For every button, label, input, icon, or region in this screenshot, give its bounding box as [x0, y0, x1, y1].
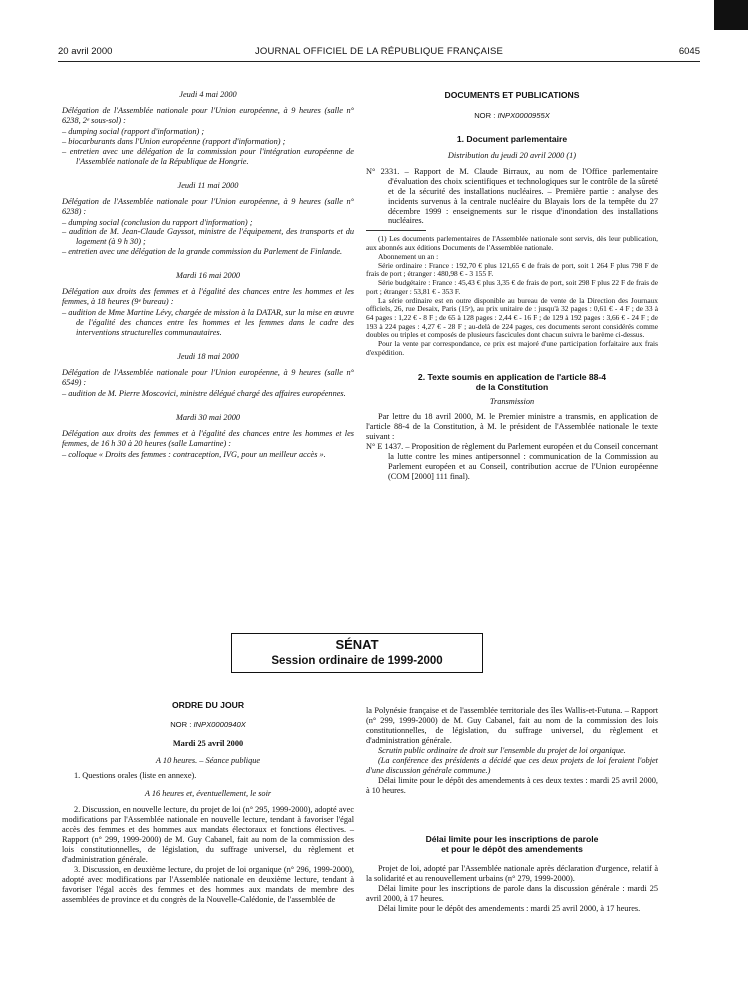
agenda-item: – entretien avec une délégation de la grande commission du Parlement de Finlande.	[62, 247, 343, 257]
agenda-point: 2. Discussion, en nouvelle lecture, du projet de loi (n° 295, 1999-2000), adopté avec modifications par l'Assemblée nationale en nouvelle lecture, tendant à favoriser l'égal accès des femmes et des hommes aux mandats électoraux et fonctions électives. – Rapport (n° 299, 1999-2000) de M. Guy Cabanel, fait au nom de la commission des lois constitutionnelles, de législation, du suffrage universel, du règlement et d'administration générale.	[62, 805, 354, 864]
agenda-continuation: la Polynésie française et de l'assemblée territoriale des îles Wallis-et-Futuna. – Rapport (n° 299, 1999-2000) de M. Guy Cabanel, fait au nom de la commission des lois constitutionnelles, de législation, du suffrage universel, du règlement et d'administration générale.	[366, 706, 658, 745]
sitting-time: A 10 heures. – Séance publique	[155, 756, 261, 766]
meeting-line: Délégation aux droits des femmes et à l'égalité des chances entre les hommes et les femmes, de 16 h 30 à 20 heures (salle Lamartine) :	[62, 428, 354, 448]
agenda-item: – dumping social (conclusion du rapport d'information) ;	[62, 217, 253, 227]
distribution-line: Distribution du jeudi 20 avril 2000 (1)	[447, 150, 577, 160]
header-rule	[58, 61, 700, 62]
document-entry: N° 2331. – Rapport de M. Claude Birraux, au nom de l'Office parlementaire d'évaluation des choix scientifiques et technologiques sur le contrôle de la sûreté et de la sécurité des installations nucléaires. – Première partie : analyse des incidents survenus à la centrale nucléaire du Blayais lors de la tempête du 27 décembre 1999 : enseignements sur le risque d'inondation des installations nucléaires.	[366, 166, 658, 226]
transmission-label: Transmission	[489, 397, 535, 407]
page-number: 6045	[678, 46, 700, 57]
meeting-line: Délégation aux droits des femmes et à l'égalité des chances entre les hommes et les femmes, à 18 heures (9ᵉ bureau) :	[62, 287, 354, 307]
date-heading: Mardi 16 mai 2000	[176, 271, 240, 281]
session-date: Mardi 25 avril 2000	[172, 739, 244, 749]
corner-tab-mark	[714, 0, 748, 30]
agenda-item: – audition de M. Jean-Claude Gayssot, ministre de l'équipement, des transports et du logement (à 9 h 30) ;	[62, 227, 354, 247]
footnote-rule	[366, 230, 426, 231]
agenda-item: – audition de M. Pierre Moscovici, ministre délégué chargé des affaires européennes.	[62, 388, 346, 398]
subsection-title: 1. Document parlementaire	[456, 134, 568, 145]
agenda-point: 1. Questions orales (liste en annexe).	[74, 771, 197, 781]
subsection-title: Délai limite pour les inscriptions de parole	[425, 833, 599, 844]
meeting-line: Délégation de l'Assemblée nationale pour l'Union européenne, à 9 heures (salle n° 6549) :	[62, 368, 354, 387]
session-title: Session ordinaire de 1999-2000	[271, 654, 443, 667]
conference-note: (La conférence des présidents a décidé que ces deux projets de loi feraient l'objet d'une discussion générale commune.)	[366, 755, 658, 775]
nor-reference: NOR : INPX0000955X	[474, 111, 550, 121]
sitting-time: A 16 heures et, éventuellement, le soir	[144, 789, 272, 799]
agenda-item: – biocarburants dans l'Union européenne (rapport d'information) ;	[62, 136, 286, 146]
page-header	[58, 46, 700, 60]
scrutin-note: Scrutin public ordinaire de droit sur l'ensemble du projet de loi organique.	[378, 745, 626, 755]
date-heading: Mardi 30 mai 2000	[176, 412, 240, 422]
footnote: (1) Les documents parlementaires de l'Assemblée nationale sont servis, dès leur publication, aux abonnés aux éditions Documents de l'Assemblée nationale. Abonnement un an : Série ordinaire : France : 192,70 € plus 121,65 € de frais de port, soit 1 264 F plus 798 F de frais de port ; étranger : 480,98 € - 3 155 F. Série budgétaire : France : 45,43 € plus 3,35 € de frais de port, soit 298 F plus 22 F de frais de port ; étranger : 53,81 € - 353 F. La série ordinaire est en outre disponible au bureau de vente de la Direction des Journaux officiels, 26, rue Desaix, Paris (15ᵉ), au prix unitaire de : jusqu'à 32 pages : 0,61 € - 4 F ; de 33 à 64 pages : 1,22 € - 8 F ; de 65 à 128 pages : 2,44 € - 16 F ; de 129 à 192 pages : 3,66 € - 24 F ; de 193 à 224 pages : 4,27 € - 28 F ; au-delà de 224 pages, ces documents seront considérés comme doubles ou triples et composés de plusieurs fascicules dont chacun suivra le barème ci-dessus. Pour la vente par correspondance, ce prix est majoré d'une participation forfaitaire aux frais d'expédition.	[366, 234, 658, 357]
speaking-deadline: Délai limite pour les inscriptions de parole dans la discussion générale : mardi 25 avril 2000, à 17 heures.	[366, 884, 658, 904]
date-heading: Jeudi 4 mai 2000	[179, 90, 237, 99]
date-heading: Jeudi 18 mai 2000	[177, 352, 239, 362]
document-entry: N° E 1437. – Proposition de règlement du Parlement européen et du Conseil concernant la lutte contre les mines antipersonnel : communication de la Commission au Parlement européen et au Conseil, contribution accrue de l'Union européenne (COM [2000] 111 final).	[366, 442, 658, 481]
agenda-item: – audition de Mme Martine Lévy, chargée de mission à la DATAR, sur la mise en œuvre de l'égalité des chances entre les hommes et les femmes dans le cadre des interventions structurelles communautaires.	[62, 308, 354, 338]
agenda-item: – colloque « Droits des femmes : contraception, IVG, pour un meilleur accès ».	[62, 449, 326, 459]
subsection-title: 2. Texte soumis en application de l'article 88-4	[417, 371, 607, 382]
journal-title: JOURNAL OFFICIEL DE LA RÉPUBLIQUE FRANÇAISE	[254, 46, 504, 57]
meeting-line: Délégation de l'Assemblée nationale pour l'Union européenne, à 9 heures (salle n° 6238, 2ᵉ sous-sol) :	[62, 105, 354, 125]
agenda-left-column	[62, 90, 354, 460]
senat-title: SÉNAT	[335, 637, 379, 652]
bill-description: Projet de loi, adopté par l'Assemblée nationale après déclaration d'urgence, relatif à la solidarité et au renouvellement urbains (n° 279, 1999-2000).	[366, 864, 658, 884]
nor-reference: NOR : INPX0000940X	[170, 720, 246, 730]
agenda-item: – dumping social (rapport d'information) ;	[62, 126, 205, 136]
transmission-text: Par lettre du 18 avril 2000, M. le Premier ministre a transmis, en application de l'article 88-4 de la Constitution, à M. le président de l'Assemblée nationale le texte suivant :	[366, 412, 658, 442]
subsection-title-line2: de la Constitution	[475, 382, 549, 392]
date-heading: Jeudi 11 mai 2000	[177, 180, 239, 190]
amendment-deadline: Délai limite pour le dépôt des amendements : mardi 25 avril 2000, à 17 heures.	[378, 904, 641, 914]
section-title: ORDRE DU JOUR	[171, 700, 245, 710]
agenda-item: – entretien avec une délégation de la commission pour l'intégration européenne de l'Assemblée nationale de la République de Hongrie.	[62, 146, 354, 166]
section-title: DOCUMENTS ET PUBLICATIONS	[444, 90, 580, 100]
ordre-du-jour-column	[62, 700, 354, 905]
ordre-du-jour-continued	[366, 706, 658, 914]
senat-banner	[231, 633, 483, 673]
meeting-line: Délégation de l'Assemblée nationale pour l'Union européenne, à 9 heures (salle n° 6238) :	[62, 196, 354, 216]
agenda-point: 3. Discussion, en deuxième lecture, du projet de loi organique (n° 296, 1999-2000), adopté avec modifications par l'Assemblée nationale en deuxième lecture, tendant à favoriser l'égal accès des femmes et des hommes aux mandats de membre des assemblées de province et du congrès de la Nouvelle-Calédonie, de l'assemblée de	[62, 864, 354, 904]
header-date: 20 avril 2000	[58, 46, 113, 57]
documents-column	[366, 90, 658, 482]
amendment-deadline: Délai limite pour le dépôt des amendements à ces deux textes : mardi 25 avril 2000, à 10 heures.	[366, 775, 658, 795]
subsection-title-line2: et pour le dépôt des amendements	[441, 843, 583, 854]
